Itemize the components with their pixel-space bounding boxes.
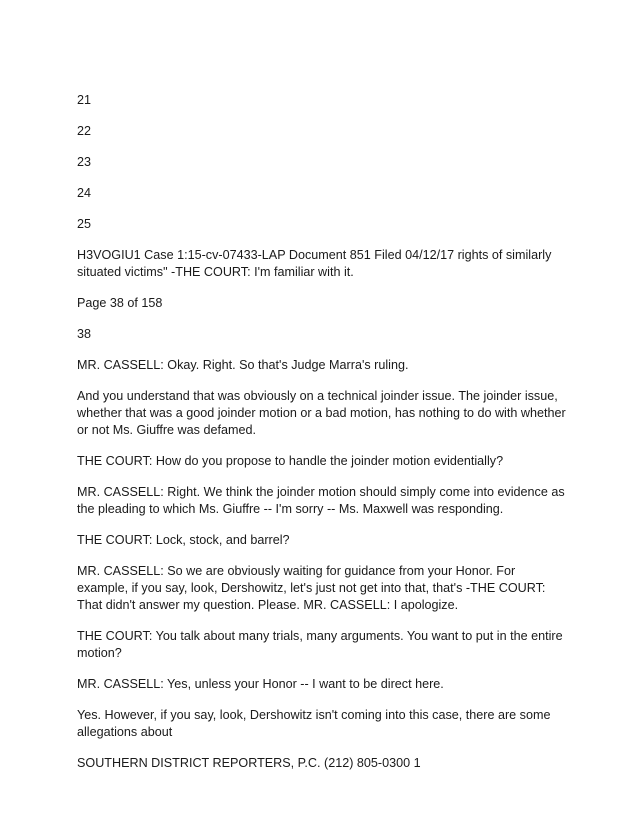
transcript-paragraph: MR. CASSELL: Right. We think the joinder motion should simply come into evidence as the pleading to which Ms. Giuffre -- I'm sorry -- Ms. Maxwell was responding. [77, 485, 565, 516]
transcript-paragraph: MR. CASSELL: Yes, unless your Honor -- I want to be direct here. [77, 677, 444, 691]
document-body [77, 92, 567, 786]
line-number: 25 [77, 217, 92, 231]
reporter-footer: SOUTHERN DISTRICT REPORTERS, P.C. (212) 805-0300 1 [77, 756, 421, 770]
transcript-paragraph: Yes. However, if you say, look, Dershowitz isn't coming into this case, there are some allegations about [77, 708, 551, 739]
line-number: 22 [77, 124, 92, 138]
transcript-paragraph: THE COURT: How do you propose to handle the joinder motion evidentially? [77, 454, 504, 468]
transcript-paragraph: THE COURT: You talk about many trials, many arguments. You want to put in the entire motion? [77, 629, 563, 660]
line-number: 21 [77, 93, 92, 107]
transcript-paragraph: MR. CASSELL: Okay. Right. So that's Judge Marra's ruling. [77, 358, 409, 372]
line-number: 23 [77, 155, 92, 169]
transcript-paragraph: And you understand that was obviously on a technical joinder issue. The joinder issue, whether that was a good joinder motion or a bad motion, has nothing to do with whether or not Ms. Giuffre was defamed. [77, 389, 566, 437]
case-header-paragraph: H3VOGIU1 Case 1:15-cv-07433-LAP Document 851 Filed 04/12/17 rights of similarly situated victims" -THE COURT: I'm familiar with it. [77, 248, 552, 279]
page-indicator: Page 38 of 158 [77, 296, 163, 310]
page-number: 38 [77, 327, 92, 341]
transcript-paragraph: THE COURT: Lock, stock, and barrel? [77, 533, 290, 547]
line-number: 24 [77, 186, 92, 200]
transcript-paragraph: MR. CASSELL: So we are obviously waiting for guidance from your Honor. For example, if you say, look, Dershowitz, let's just not get into that, that's -THE COURT: That didn't answer my question. Please. MR. CASSELL: I apologize. [77, 564, 546, 612]
